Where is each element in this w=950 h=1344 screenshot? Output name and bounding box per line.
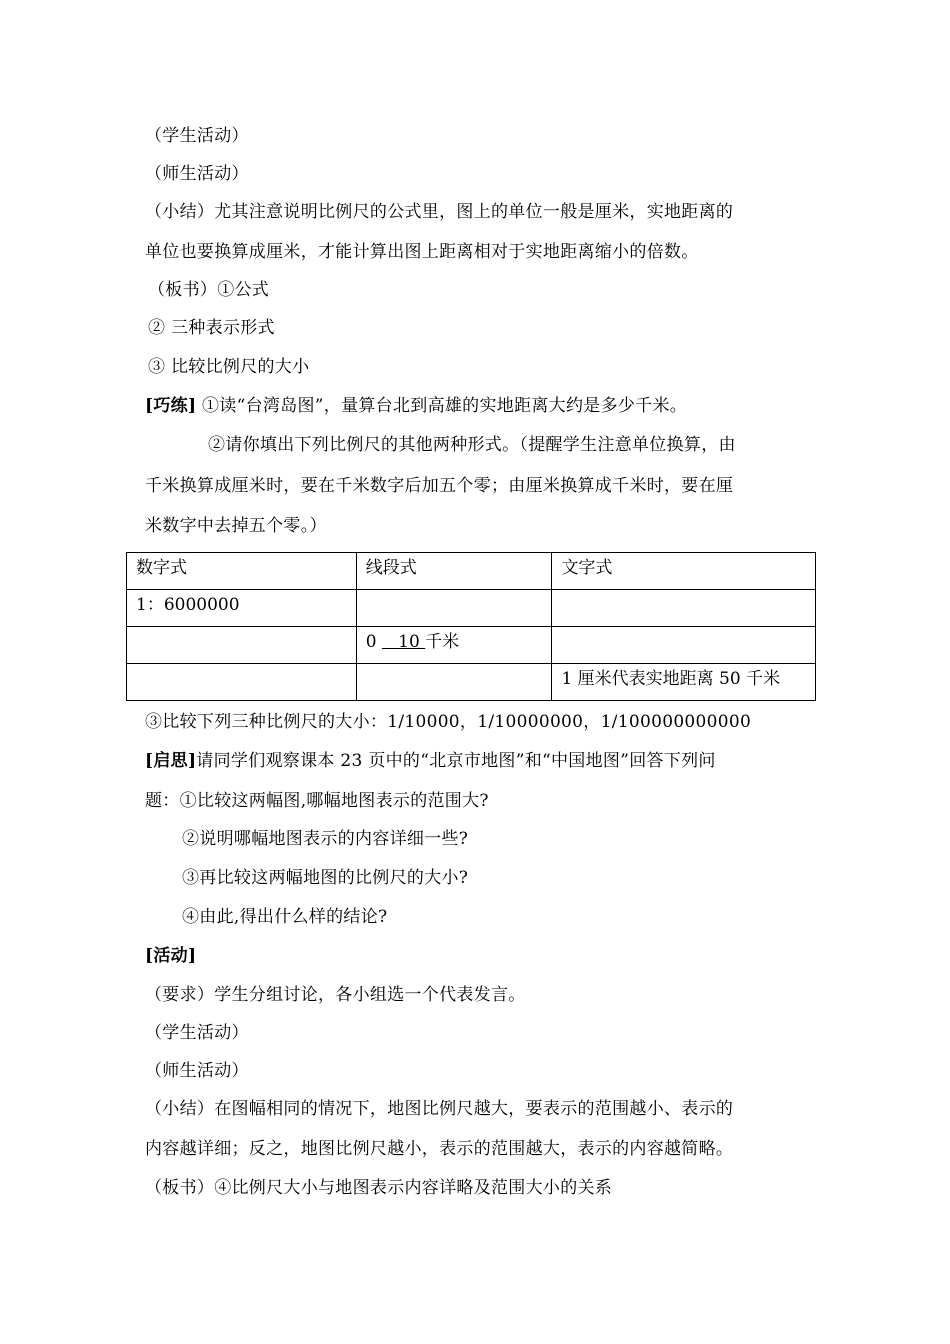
table-cell: 1：6000000 bbox=[127, 590, 357, 627]
text-line: （小结）尤其注意说明比例尺的公式里，图上的单位一般是厘米，实地距离的 bbox=[145, 202, 734, 222]
text-line: 题：①比较这两幅图,哪幅地图表示的范围大? bbox=[145, 791, 489, 811]
table-cell bbox=[127, 627, 357, 664]
text-line: ③ 比较比例尺的大小 bbox=[148, 357, 310, 377]
text-line: （要求）学生分组讨论，各小组选一个代表发言。 bbox=[145, 985, 526, 1005]
text-line: ② 三种表示形式 bbox=[148, 318, 275, 338]
text-line: 米数字中去掉五个零。） bbox=[145, 516, 327, 536]
table-cell bbox=[356, 627, 552, 664]
text-line: ③比较下列三种比例尺的大小：1/10000，1/10000000，1/100000000000 bbox=[145, 712, 752, 732]
table-cell: 1 厘米代表实地距离 50 千米 bbox=[552, 664, 816, 701]
text-line: ②说明哪幅地图表示的内容详细一些? bbox=[182, 829, 469, 849]
text-line: （师生活动） bbox=[145, 164, 249, 184]
text-line: 千米换算成厘米时，要在千米数字后加五个零；由厘米换算成千米时，要在厘 bbox=[145, 476, 734, 496]
table-cell bbox=[552, 627, 816, 664]
text-line: （学生活动） bbox=[145, 126, 249, 146]
table-row bbox=[127, 627, 816, 664]
table-cell bbox=[356, 664, 552, 701]
line-scale-segment: 10 bbox=[381, 632, 426, 652]
line-scale-zero: 0 bbox=[365, 632, 382, 652]
practice-tag: [巧练] bbox=[145, 396, 197, 416]
table-header: 数字式 bbox=[127, 553, 357, 590]
text-line: （小结）在图幅相同的情况下，地图比例尺越大，要表示的范围越小、表示的 bbox=[145, 1099, 734, 1119]
scale-table bbox=[126, 552, 816, 701]
table-cell bbox=[356, 590, 552, 627]
inspire-tag: [启思] bbox=[145, 751, 197, 771]
text-line: 内容越详细；反之，地图比例尺越小，表示的范围越大，表示的内容越简略。 bbox=[145, 1139, 734, 1159]
table-row bbox=[127, 664, 816, 701]
text-line: （师生活动） bbox=[145, 1061, 249, 1081]
table-header: 文字式 bbox=[552, 553, 816, 590]
activity-tag: [活动] bbox=[145, 946, 197, 966]
text-line: （板书）④比例尺大小与地图表示内容详略及范围大小的关系 bbox=[145, 1178, 613, 1198]
text-line: （学生活动） bbox=[145, 1023, 249, 1043]
table-header-row bbox=[127, 553, 816, 590]
text-line: （板书）①公式 bbox=[148, 280, 270, 300]
text-line: ②请你填出下列比例尺的其他两种形式。（提醒学生注意单位换算，由 bbox=[208, 435, 736, 455]
text-line: ③再比较这两幅地图的比例尺的大小? bbox=[182, 868, 469, 888]
line-scale-unit: 千米 bbox=[425, 632, 460, 652]
table-row bbox=[127, 590, 816, 627]
table-header: 线段式 bbox=[356, 553, 552, 590]
table-cell bbox=[552, 590, 816, 627]
text-line: ④由此,得出什么样的结论? bbox=[182, 907, 388, 927]
practice-text: ①读“台湾岛图”，量算台北到高雄的实地距离大约是多少千米。 bbox=[196, 396, 688, 416]
inspire-line bbox=[145, 749, 825, 773]
text-line: 单位也要换算成厘米，才能计算出图上距离相对于实地距离缩小的倍数。 bbox=[145, 242, 699, 262]
inspire-text: 请同学们观察课本 23 页中的“北京市地图”和“中国地图”回答下列问 bbox=[196, 751, 716, 771]
practice-line bbox=[145, 394, 825, 418]
table-cell bbox=[127, 664, 357, 701]
